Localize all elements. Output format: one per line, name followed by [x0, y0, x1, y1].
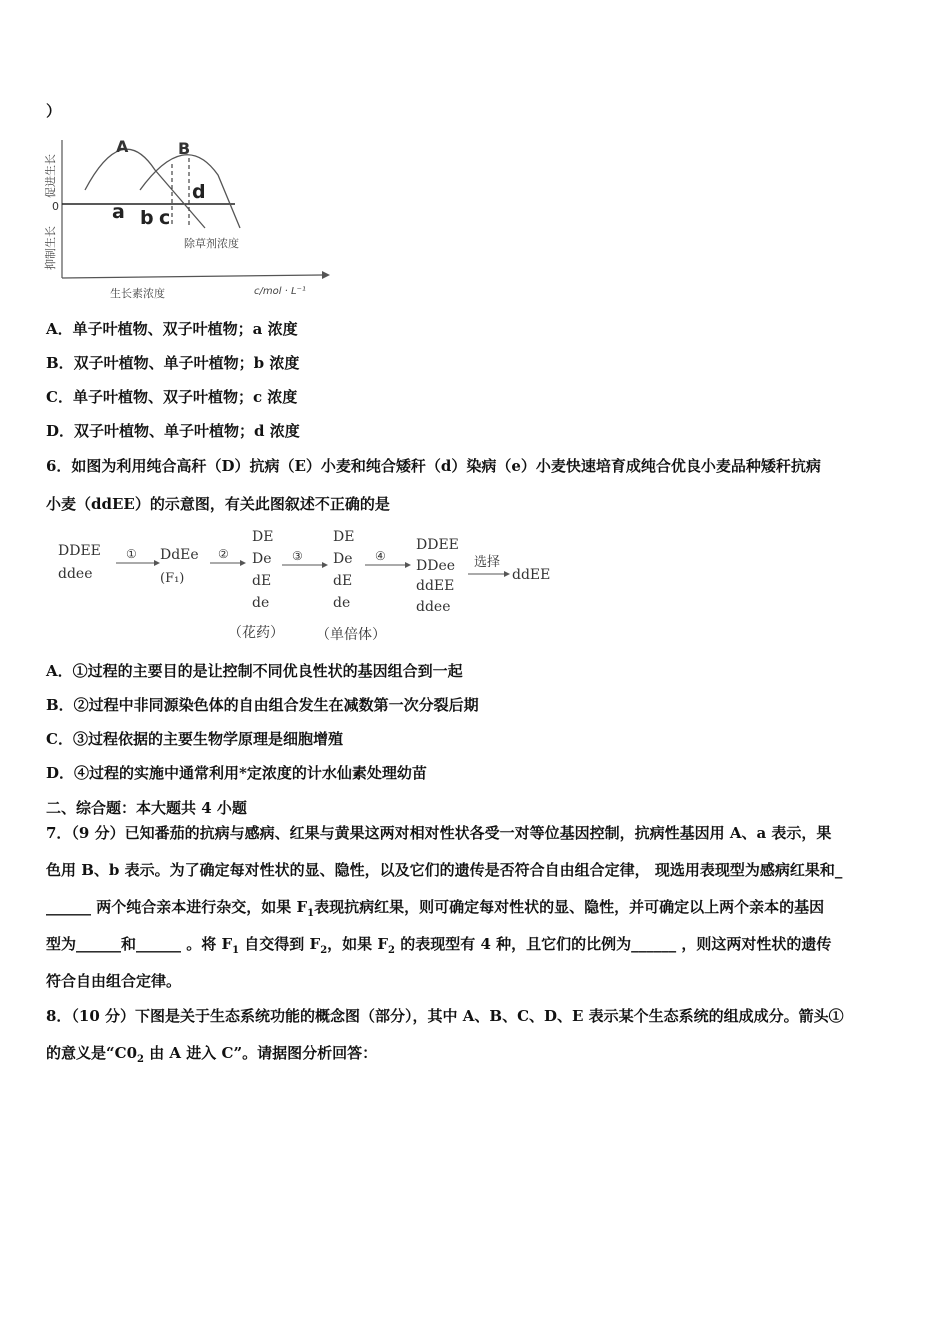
diploid-3: ddEE	[416, 578, 455, 594]
q5-option-a: A．单子叶植物、双子叶植物；a 浓度	[46, 320, 298, 338]
arrow-icon	[240, 560, 246, 566]
diploid-2: DDee	[416, 558, 456, 574]
breeding-scheme	[50, 525, 570, 650]
f1-genotype: DdEe	[160, 547, 199, 563]
x-axis-arrow-icon	[322, 271, 330, 279]
q5-option-c: C．单子叶植物、双子叶植物；c 浓度	[46, 388, 298, 406]
haploid-label: （单倍体）	[316, 627, 386, 643]
gamete-3: dE	[252, 573, 272, 589]
diploid-4: ddee	[416, 599, 451, 615]
q8-line1: 8．（10 分）下图是关于生态系统功能的概念图（部分），其中 A、B、C、D、E 表示某个生态系统的组成成分。箭头①	[46, 1007, 844, 1025]
arrow-icon	[504, 571, 510, 577]
growth-curve-figure	[40, 130, 330, 302]
f1-label: (F₁)	[160, 571, 185, 586]
q7-line5: 符合自由组合定律。	[46, 972, 182, 990]
select-label: 选择	[474, 555, 501, 570]
haploid-4: de	[333, 595, 351, 611]
parent-2: ddee	[58, 566, 93, 582]
label-b: b	[140, 207, 154, 229]
y-label-promote: 促进生长	[44, 154, 57, 198]
arrow-icon	[322, 562, 328, 568]
q6-option-b: B．②过程中非同源染色体的自由组合发生在减数第一次分裂后期	[46, 696, 479, 714]
q6-option-a: A．①过程的主要目的是让控制不同优良性状的基因组合到一起	[46, 662, 463, 680]
step-1: ①	[126, 547, 137, 561]
q6-stem-line1: 6．如图为利用纯合高秆（D）抗病（E）小麦和纯合矮秆（d）染病（e）小麦快速培育成纯合优良小麦品种矮秆抗病	[46, 457, 821, 475]
curve-B	[140, 155, 240, 228]
gamete-4: de	[252, 595, 270, 611]
question-fragment: ）	[46, 102, 62, 120]
label-a: a	[112, 201, 125, 223]
step-3: ③	[292, 549, 303, 563]
q6-stem-line2: 小麦（ddEE）的示意图，有关此图叙述不正确的是	[46, 495, 390, 513]
gamete-1: DE	[252, 529, 274, 545]
x-label: 生长素浓度	[110, 287, 165, 300]
q6-option-c: C．③过程依据的主要生物学原理是细胞增殖	[46, 730, 343, 748]
result-genotype: ddEE	[512, 567, 551, 583]
haploid-2: De	[333, 551, 353, 567]
anther-label: （花药）	[228, 625, 284, 641]
haploid-3: dE	[333, 573, 353, 589]
step-4: ④	[375, 549, 386, 563]
label-d: d	[192, 181, 206, 203]
unit-label: c/mol · L⁻¹	[254, 286, 306, 297]
q5-option-b: B．双子叶植物、单子叶植物；b 浓度	[46, 354, 300, 372]
y-label-inhibit: 抑制生长	[44, 226, 57, 270]
zero-label: 0	[52, 200, 59, 213]
x-axis	[62, 275, 322, 278]
herbicide-label: 除草剂浓度	[184, 237, 239, 250]
step-2: ②	[218, 547, 229, 561]
q5-option-d: D．双子叶植物、单子叶植物；d 浓度	[46, 422, 300, 440]
label-B: B	[178, 139, 191, 158]
q7-line1: 7．（9 分）已知番茄的抗病与感病、红果与黄果这两对相对性状各受一对等位基因控制，抗病性基因用 A、a 表示，果	[46, 824, 832, 842]
haploid-1: DE	[333, 529, 355, 545]
q7-line3: ______ 两个纯合亲本进行杂交，如果 $F_1$表现抗病红果，则可确定每对性状的显、隐性，并可确定以上两个亲本的基因	[46, 898, 825, 919]
q6-option-d: D．④过程的实施中通常利用*定浓度的计水仙素处理幼苗	[46, 764, 427, 782]
parent-1: DDEE	[58, 543, 101, 559]
q7-line4: 型为______和______ 。将 $F_1$ 自交得到 $F_2$，如果 $F_2$ 的表现型有 4 种，且它们的比例为______ ，则这两对性状的遗传	[46, 935, 832, 956]
arrow-icon	[405, 562, 411, 568]
section-heading: 二、综合题：本大题共 4 小题	[46, 799, 247, 817]
label-c: c	[159, 207, 171, 229]
q8-line2: 的意义是“$C0_2$ 由 A 进入 C”。请据图分析回答：	[46, 1044, 378, 1065]
diploid-1: DDEE	[416, 537, 459, 553]
q7-line2: 色用 B、b 表示。为了确定每对性状的显、隐性，以及它们的遗传是否符合自由组合定律， 现选用表现型为感病红果和_	[46, 861, 843, 879]
label-A: A	[116, 137, 129, 156]
gamete-2: De	[252, 551, 272, 567]
